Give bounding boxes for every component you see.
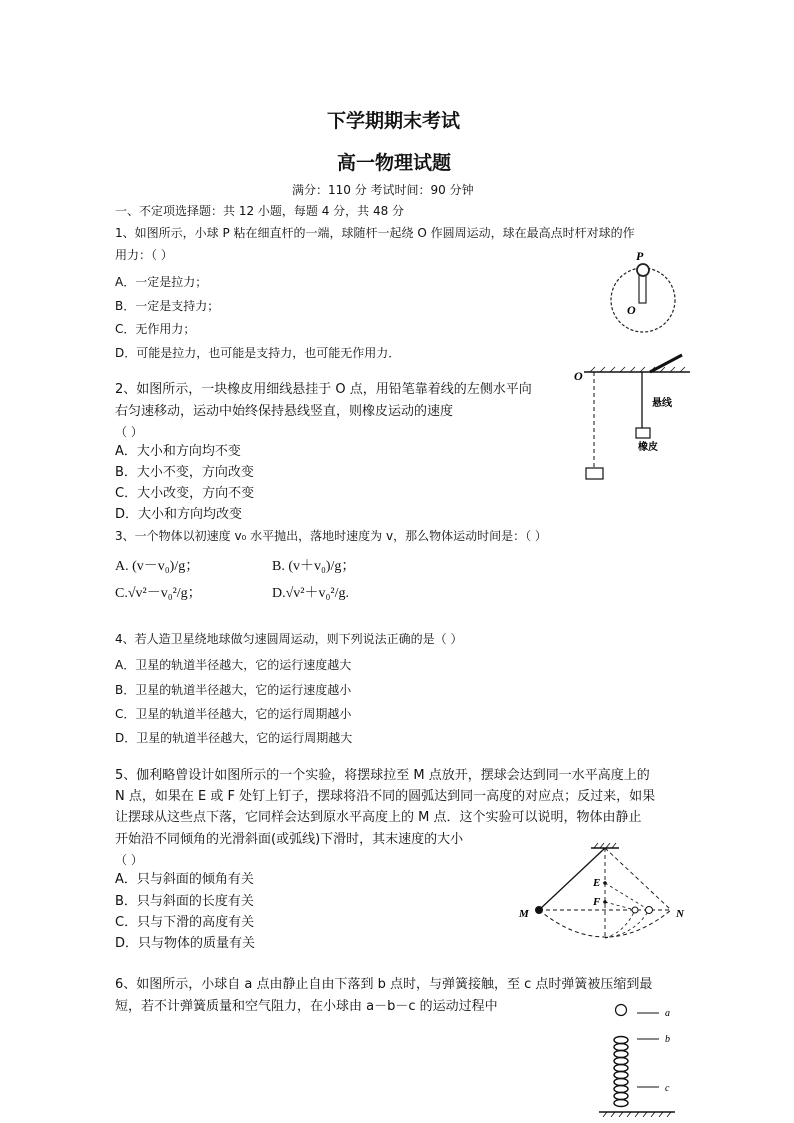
q1-option-b: B．一定是支持力； bbox=[115, 299, 220, 313]
q4-stem: 4、若人造卫星绕地球做匀速圆周运动，则下列说法正确的是（ ） bbox=[115, 632, 463, 646]
q3-option-d: D.√v²＋v₀²/g. bbox=[272, 586, 349, 601]
q2-eraser-figure bbox=[568, 352, 693, 487]
q1-circular-motion-figure bbox=[605, 248, 685, 343]
q3-stem: 3、一个物体以初速度 v₀ 水平抛出，落地时速度为 v，那么物体运动时间是：（ ） bbox=[115, 529, 547, 543]
q6-stem-cont: 短，若不计弹簧质量和空气阻力，在小球由 a－b－c 的运动过程中 bbox=[115, 999, 498, 1014]
q2-answer-blank: （ ） bbox=[115, 425, 143, 439]
q5-stem-line4: 开始沿不同倾角的光滑斜面(或弧线)下滑时，其末速度的大小 bbox=[115, 832, 464, 847]
q5-option-a: A．只与斜面的倾角有关 bbox=[115, 872, 254, 887]
q2-stem: 2、如图所示，一块橡皮用细线悬挂于 O 点，用铅笔靠着线的左侧水平向 bbox=[115, 382, 532, 397]
q5-option-b: B．只与斜面的长度有关 bbox=[115, 894, 254, 909]
label-m: M bbox=[519, 908, 529, 920]
q6-spring-figure bbox=[595, 1000, 685, 1118]
q5-answer-blank: （ ） bbox=[115, 853, 143, 867]
q3-option-b: B. (v＋v₀)/g； bbox=[272, 559, 356, 574]
label-eraser: 橡皮 bbox=[638, 442, 658, 453]
label-e: E bbox=[593, 877, 601, 889]
q2-option-b: B．大小不变，方向改变 bbox=[115, 465, 254, 480]
subject-title: 高一物理试题 bbox=[337, 152, 452, 174]
q1-option-a: A．一定是拉力； bbox=[115, 275, 208, 289]
q4-option-b: B．卫星的轨道半径越大，它的运行速度越小 bbox=[115, 683, 352, 697]
label-c: c bbox=[665, 1083, 670, 1094]
q2-stem-cont: 右匀速移动，运动中始终保持悬线竖直，则橡皮运动的速度 bbox=[115, 404, 454, 419]
label-o: O bbox=[574, 369, 583, 383]
label-a: a bbox=[665, 1008, 670, 1019]
q3-option-a: A. (v－v₀)/g； bbox=[115, 559, 200, 574]
exam-meta: 满分：110 分 考试时间：90 分钟 bbox=[292, 183, 474, 197]
q4-option-d: D．卫星的轨道半径越大，它的运行周期越大 bbox=[115, 731, 353, 745]
q5-pendulum-figure bbox=[515, 838, 695, 948]
q4-option-a: A．卫星的轨道半径越大，它的运行速度越大 bbox=[115, 658, 352, 672]
section-heading: 一、不定项选择题：共 12 小题，每题 4 分，共 48 分 bbox=[115, 204, 405, 218]
exam-title: 下学期期末考试 bbox=[327, 110, 461, 132]
q1-stem-cont: 用力：（ ） bbox=[115, 248, 173, 262]
q2-option-c: C．大小改变，方向不变 bbox=[115, 486, 255, 501]
label-b: b bbox=[665, 1034, 670, 1045]
q6-stem: 6、如图所示，小球自 a 点由静止自由下落到 b 点时，与弹簧接触，至 c 点时弹簧被压缩到最 bbox=[115, 977, 653, 992]
label-suspension-line: 悬线 bbox=[652, 398, 672, 409]
q3-option-c: C.√v²－v₀²/g； bbox=[115, 586, 202, 601]
label-f: F bbox=[593, 896, 601, 908]
q5-stem-line2: N 点，如果在 E 或 F 处钉上钉子，摆球将沿不同的圆弧达到同一高度的对应点；反过来，如果 bbox=[115, 789, 656, 804]
q1-stem: 1、如图所示，小球 P 粘在细直杆的一端，球随杆一起绕 O 作圆周运动，球在最高点时杆对球的作 bbox=[115, 226, 635, 240]
q1-option-c: C．无作用力； bbox=[115, 322, 196, 336]
label-p: P bbox=[636, 249, 644, 263]
q4-option-c: C．卫星的轨道半径越大，它的运行周期越小 bbox=[115, 707, 352, 721]
label-n: N bbox=[676, 908, 684, 920]
q5-stem-line3: 让摆球从这些点下落，它同样会达到原水平高度上的 M 点．这个实验可以说明，物体由静止 bbox=[115, 810, 642, 825]
q5-stem: 5、伽利略曾设计如图所示的一个实验，将摆球拉至 M 点放开，摆球会达到同一水平高度上的 bbox=[115, 768, 650, 783]
label-o: O bbox=[627, 303, 636, 317]
q5-option-c: C．只与下滑的高度有关 bbox=[115, 915, 255, 930]
q1-option-d: D．可能是拉力，也可能是支持力，也可能无作用力． bbox=[115, 346, 401, 360]
q2-option-a: A．大小和方向均不变 bbox=[115, 444, 241, 459]
q2-option-d: D．大小和方向均改变 bbox=[115, 507, 243, 522]
q5-option-d: D．只与物体的质量有关 bbox=[115, 936, 256, 951]
